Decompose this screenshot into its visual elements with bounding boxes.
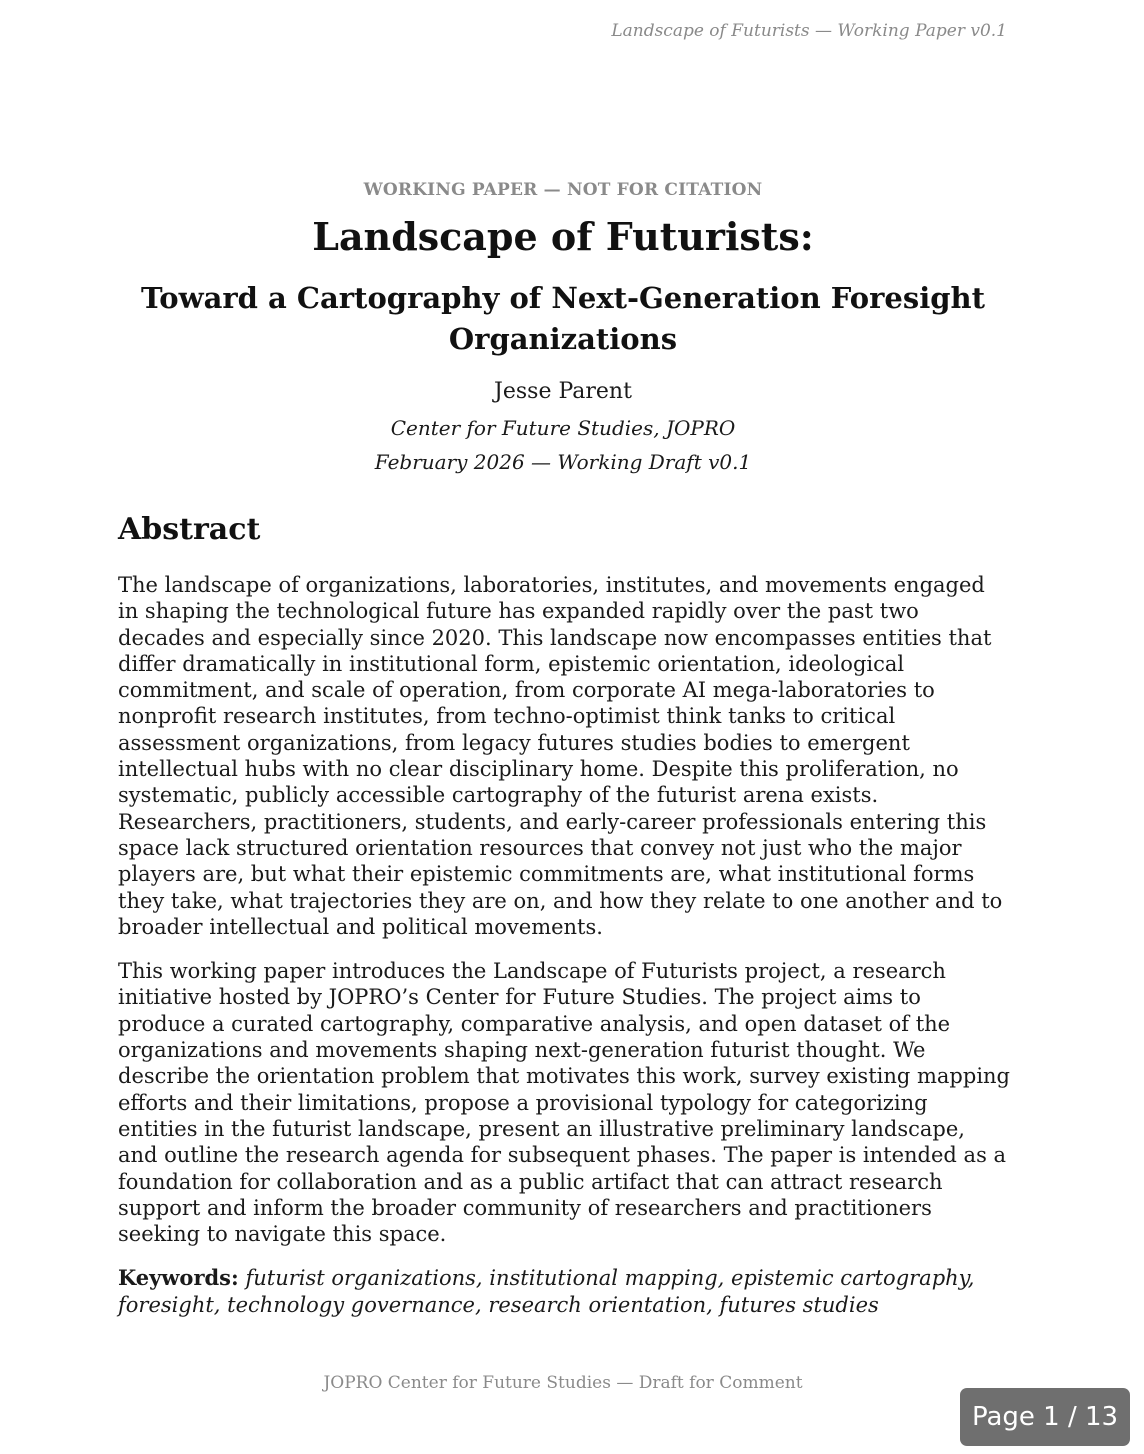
abstract-paragraph: The landscape of organizations, laboratories, institutes, and movements engaged in shaping the technological future has expanded rapidly over the past two decades and especially since 2020. This landscape now encompasses entities that differ dramatically in institutional form, epistemic orientation, ideological commitment, and scale of operation, from corporate AI mega-laboratories to nonprofit research institutes, from techno-optimist think tanks to critical assessment organizations, from legacy futures studies bodies to emergent intellectual hubs with no clear disciplinary home. Despite this proliferation, no systematic, publicly accessible cartography of the futurist arena exists. Researchers, practitioners, students, and early-career professionals entering this space lack structured orientation resources that convey not just who the major players are, but what their epistemic commitments are, what institutional forms they take, what trajectories they are on, and how they relate to one another and to broader intellectual and political movements.: [118, 573, 1003, 939]
keywords-list: futurist organizations, institutional mapping, epistemic cartography, foresight, technology governance, research orientation, futures studies: [118, 1266, 975, 1317]
author-affiliation: Center for Future Studies, JOPRO: [390, 416, 736, 440]
draft-date: February 2026 — Working Draft v0.1: [374, 450, 752, 474]
author-name: Jesse Parent: [494, 379, 632, 404]
abstract-paragraph: This working paper introduces the Landscape of Futurists project, a research initiative hosted by JOPRO’s Center for Future Studies. The project aims to produce a curated cartography, comparative analysis, and open dataset of the organizations and movements shaping next-generation futurist thought. We describe the orientation problem that motivates this work, survey existing mapping efforts and their limitations, propose a provisional typology for categorizing entities in the futurist landscape, present an illustrative preliminary landscape, and outline the research agenda for subsequent phases. The paper is intended as a foundation for collaboration and as a public artifact that can attract research support and inform the broader community of researchers and practitioners seeking to navigate this space.: [118, 959, 1010, 1247]
keywords: [118, 1265, 1010, 1318]
working-paper-banner: WORKING PAPER — NOT FOR CITATION: [363, 180, 763, 200]
abstract-body: [118, 572, 1010, 1336]
abstract-heading: Abstract: [118, 512, 261, 547]
running-header: Landscape of Futurists — Working Paper v0.1: [611, 21, 1007, 41]
keywords-label: Keywords:: [118, 1265, 239, 1291]
page-indicator: Page 1 / 13: [960, 1388, 1130, 1446]
page-footer: JOPRO Center for Future Studies — Draft for Comment: [323, 1373, 803, 1393]
paper-subtitle: Toward a Cartography of Next-Generation Foresight Organizations: [141, 281, 985, 356]
paper-title: Landscape of Futurists:: [312, 214, 814, 259]
